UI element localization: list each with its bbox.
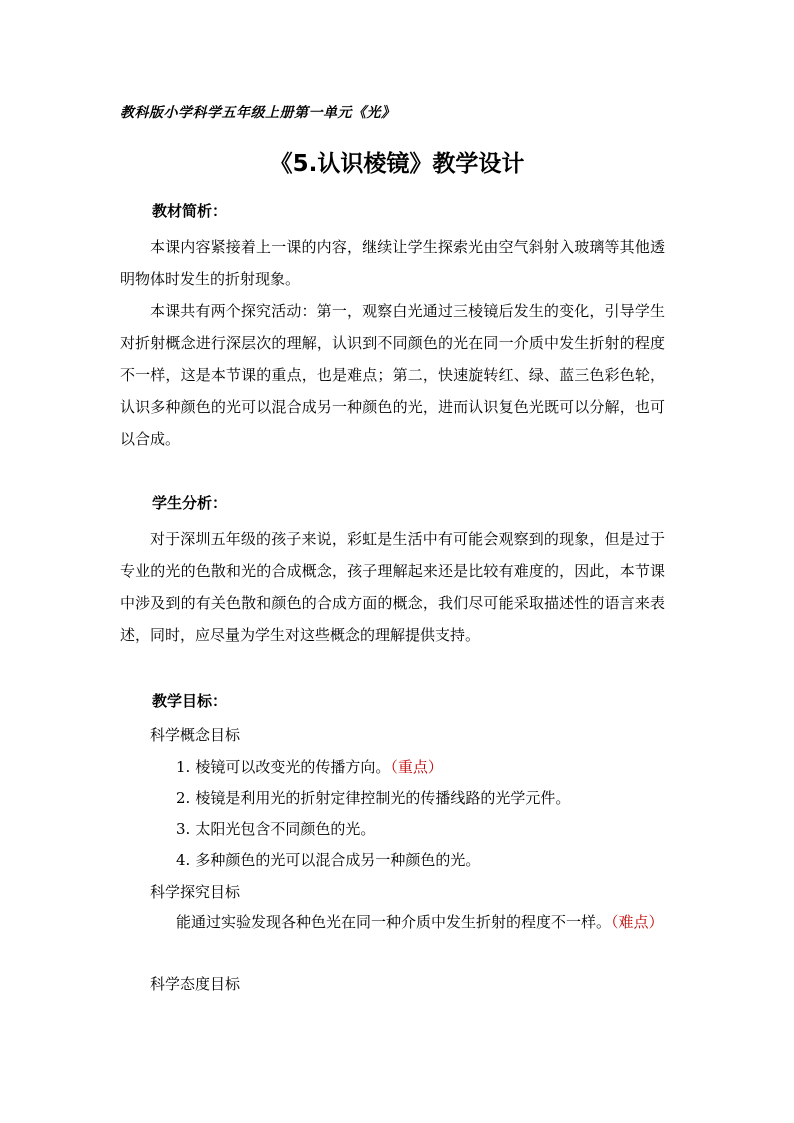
inquiry-goal-body: 能通过实验发现各种色光在同一种介质中发生折射的程度不一样。 <box>176 913 612 931</box>
materials-paragraph-2: 本课共有两个探究活动：第一，观察白光通过三棱镜后发生的变化，引导学生对折射概念进行深层次的理解，认识到不同颜色的光在同一介质中发生折射的程度不一样，这是本节课的重点，也是难点；第二，快速旋转红、绿、蓝三色彩色轮，认识多种颜色的光可以混合成另一种颜色的光，进而认识复色光既可以分解，也可以合成。 <box>120 302 665 448</box>
inquiry-goal-text <box>176 906 666 938</box>
item-number: 2. <box>176 789 191 807</box>
inquiry-goals-heading: 科学探究目标 <box>150 883 241 901</box>
item-number: 3. <box>176 820 191 838</box>
materials-heading: 教材简析： <box>152 202 228 220</box>
goals-heading: 教学目标： <box>152 692 228 710</box>
materials-paragraph-1: 本课内容紧接着上一课的内容，继续让学生探索光由空气斜射入玻璃等其他透明物体时发生的折射现象。 <box>120 238 665 288</box>
concept-goal-item <box>176 756 443 777</box>
difficulty-note: （难点） <box>611 913 664 931</box>
concept-goal-item <box>176 818 375 839</box>
item-number: 4. <box>176 851 191 869</box>
students-heading: 学生分析： <box>152 494 228 512</box>
attitude-goals-heading: 科学态度目标 <box>150 975 241 993</box>
item-text: 多种颜色的光可以混合成另一种颜色的光。 <box>195 851 481 869</box>
series-header: 教科版小学科学五年级上册第一单元《光》 <box>120 105 396 121</box>
concept-goal-item <box>176 787 570 808</box>
students-paragraph: 对于深圳五年级的孩子来说，彩虹是生活中有可能会观察到的现象，但是过于专业的光的色散和光的合成概念，孩子理解起来还是比较有难度的，因此，本节课中涉及到的有关色散和颜色的合成方面的概念，我们尽可能采取描述性的语言来表述，同时，应尽量为学生对这些概念的理解提供支持。 <box>120 530 665 644</box>
item-text: 棱镜可以改变光的传播方向。 <box>195 758 391 776</box>
item-number: 1. <box>176 758 191 776</box>
concept-goals-heading: 科学概念目标 <box>150 726 241 744</box>
key-point-note: （重点） <box>390 758 443 776</box>
page-title: 《5.认识棱镜》教学设计 <box>269 151 525 177</box>
concept-goal-item <box>176 849 480 870</box>
item-text: 太阳光包含不同颜色的光。 <box>195 820 376 838</box>
item-text: 棱镜是利用光的折射定律控制光的传播线路的光学元件。 <box>195 789 571 807</box>
